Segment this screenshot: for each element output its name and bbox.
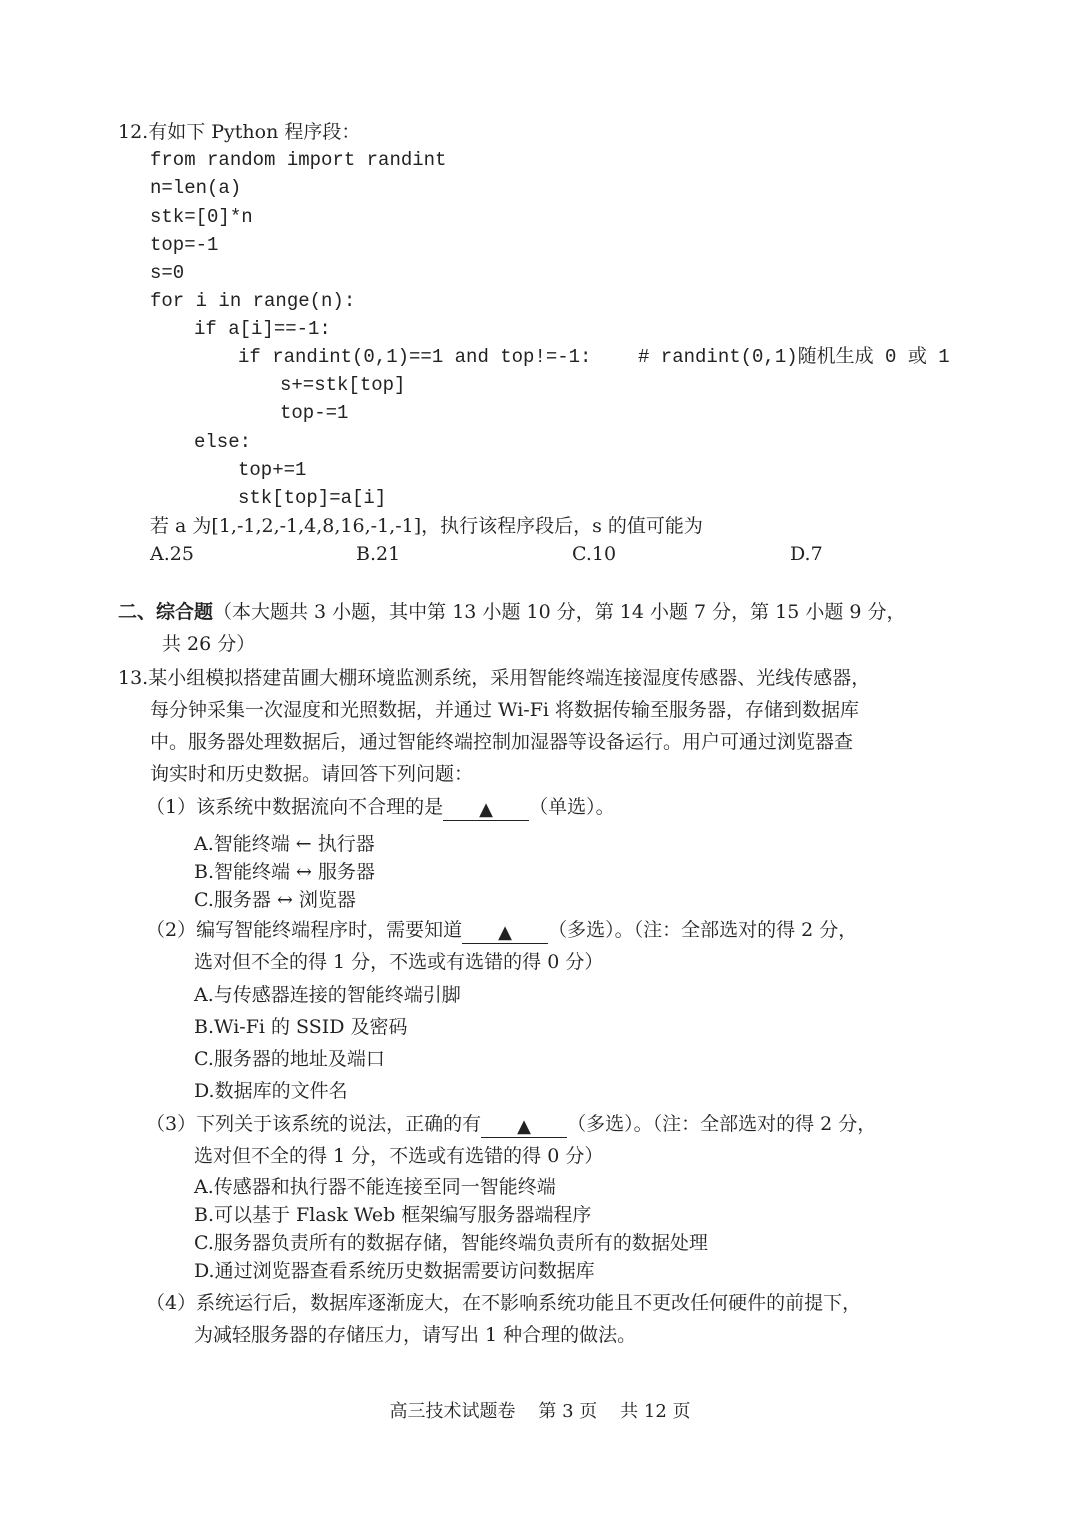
q13-part1-option-b: B.智能终端 ↔ 服务器 xyxy=(194,861,376,883)
code-line-5: s=0 xyxy=(150,262,185,284)
code-comment: # randint(0,1)随机生成 0 或 1 xyxy=(638,346,950,368)
code-line-4: top=-1 xyxy=(150,234,219,256)
code-line-1: from random import randint xyxy=(150,149,447,171)
q12-stem: 12.有如下 Python 程序段： xyxy=(118,121,361,143)
q13-part2-option-d: D.数据库的文件名 xyxy=(194,1080,348,1102)
code-line-7: if a[i]==-1: xyxy=(194,318,331,340)
q13-part2-text: （2）编写智能终端程序时，需要知道 xyxy=(146,919,463,941)
code-line-13: stk[top]=a[i] xyxy=(238,487,387,509)
q12-option-d: D.7 xyxy=(790,543,823,565)
section2-desc-cont: 共 26 分） xyxy=(162,633,256,655)
answer-blank xyxy=(462,921,548,944)
code-line-9: s+=stk[top] xyxy=(280,374,406,396)
q12-option-b: B.21 xyxy=(356,543,401,565)
q13-part3-text: （3）下列关于该系统的说法，正确的有 xyxy=(146,1113,482,1135)
section2-desc: （本大题共 3 小题，其中第 13 小题 10 分，第 14 小题 7 分，第 15 小题 9 分， xyxy=(213,601,906,623)
q13-part2-option-c: C.服务器的地址及端口 xyxy=(194,1048,385,1070)
code-line-11: else: xyxy=(194,431,252,453)
q13-part2-option-a: A.与传感器连接的智能终端引脚 xyxy=(194,984,461,1006)
q13-part1-type: （单选）。 xyxy=(529,796,615,818)
q13-part3-option-c: C.服务器负责所有的数据存储，智能终端负责所有的数据处理 xyxy=(194,1232,708,1254)
triangle-mark: ▲ xyxy=(479,799,494,820)
answer-blank xyxy=(443,798,529,821)
q13-part1-option-a: A.智能终端 ← 执行器 xyxy=(194,833,375,855)
q12-option-a: A.25 xyxy=(150,543,194,565)
q13-part3 xyxy=(146,1110,876,1138)
q13-stem-4: 询实时和历史数据。请回答下列问题： xyxy=(150,763,474,785)
code-line-2: n=len(a) xyxy=(150,177,242,199)
page-footer: 高三技术试题卷 第 3 页 共 12 页 xyxy=(389,1401,691,1422)
q13-part3-option-d: D.通过浏览器查看系统历史数据需要访问数据库 xyxy=(194,1260,595,1282)
q13-part3-option-a: A.传感器和执行器不能连接至同一智能终端 xyxy=(194,1176,556,1198)
q13-part3-type: （多选）。（注：全部选对的得 2 分， xyxy=(567,1113,877,1135)
q13-part4-line1: （4）系统运行后，数据库逐渐庞大，在不影响系统功能且不更改任何硬件的前提下， xyxy=(146,1292,862,1314)
triangle-mark: ▲ xyxy=(498,922,513,943)
code-line-10: top-=1 xyxy=(280,402,349,424)
q13-part1 xyxy=(146,793,615,821)
q13-part3-note: 选对但不全的得 1 分，不选或有选错的得 0 分） xyxy=(194,1145,604,1167)
q13-part2-type: （多选）。（注：全部选对的得 2 分， xyxy=(548,919,858,941)
code-line-12: top+=1 xyxy=(238,459,307,481)
q13-part3-option-b: B.可以基于 Flask Web 框架编写服务器端程序 xyxy=(194,1204,592,1226)
code-line-8: if randint(0,1)==1 and top!=-1: xyxy=(238,346,592,368)
q13-stem-2: 每分钟采集一次湿度和光照数据，并通过 Wi-Fi 将数据传输至服务器，存储到数据库 xyxy=(150,699,860,721)
code-line-6: for i in range(n): xyxy=(150,290,356,312)
q13-part1-option-c: C.服务器 ↔ 浏览器 xyxy=(194,889,356,911)
q13-part2-note: 选对但不全的得 1 分，不选或有选错的得 0 分） xyxy=(194,951,604,973)
q13-part2-option-b: B.Wi-Fi 的 SSID 及密码 xyxy=(194,1016,408,1038)
q12-option-c: C.10 xyxy=(572,543,617,565)
triangle-mark: ▲ xyxy=(517,1116,532,1137)
q13-part2 xyxy=(146,916,857,944)
q13-part4-line2: 为减轻服务器的存储压力，请写出 1 种合理的做法。 xyxy=(194,1324,637,1346)
q13-stem-3: 中。服务器处理数据后，通过智能终端控制加湿器等设备运行。用户可通过浏览器查 xyxy=(150,731,854,753)
q13-part1-text: （1）该系统中数据流向不合理的是 xyxy=(146,796,444,818)
section2-heading xyxy=(118,598,906,626)
q13-stem-1: 13.某小组模拟搭建苗圃大棚环境监测系统，采用智能终端连接湿度传感器、光线传感器， xyxy=(118,667,871,689)
answer-blank xyxy=(481,1115,567,1138)
code-line-3: stk=[0]*n xyxy=(150,206,253,228)
section2-title: 二、综合题 xyxy=(118,601,214,623)
q12-question: 若 a 为[1,-1,2,-1,4,8,16,-1,-1]，执行该程序段后，s 的值可能为 xyxy=(150,515,703,537)
